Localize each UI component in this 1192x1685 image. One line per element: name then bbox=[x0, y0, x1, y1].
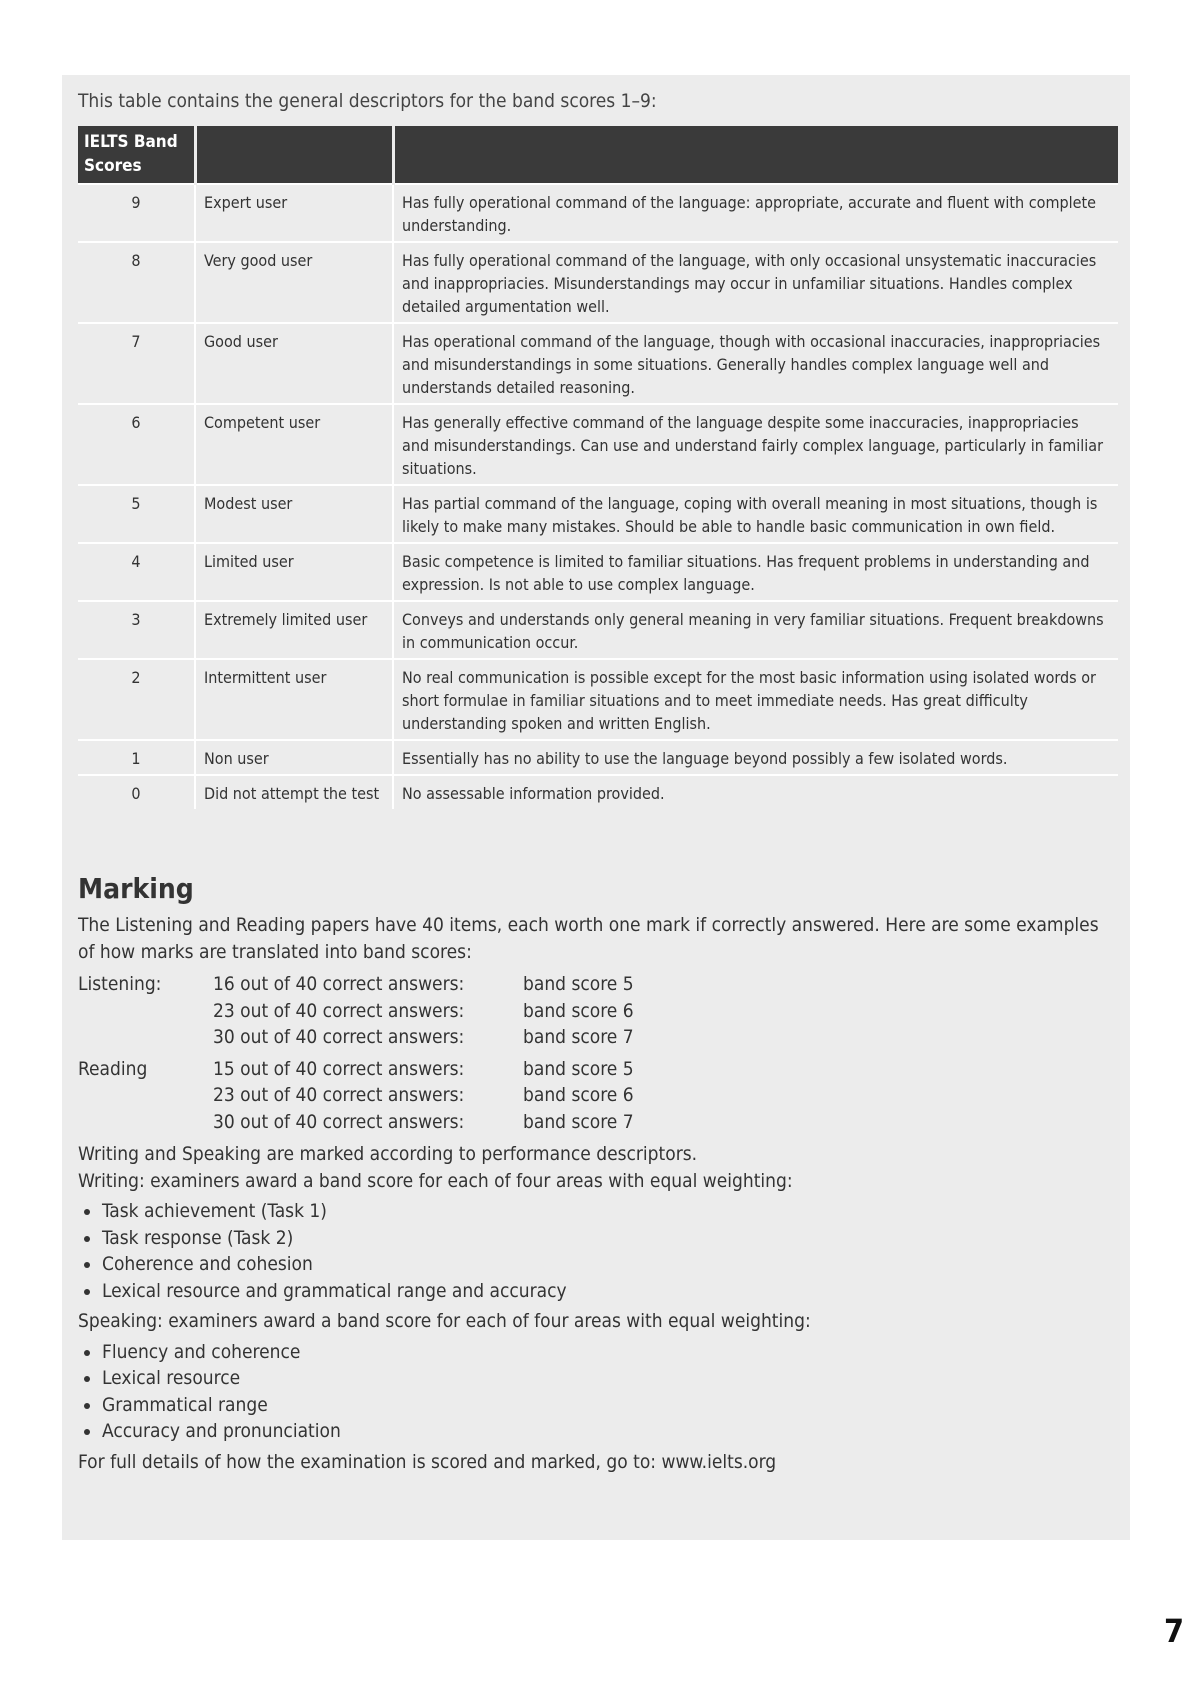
speaking-text: Speaking: examiners award a band score for each of four areas with equal weighting: bbox=[78, 1310, 811, 1332]
cell-desc: Conveys and understands only general meaning in very familiar situations. Frequent breakdowns in communication occur. bbox=[393, 601, 1118, 659]
table-row bbox=[78, 601, 1118, 659]
criteria-item: • Accuracy and pronunciation bbox=[102, 1418, 1118, 1445]
cell-band: 3 bbox=[78, 601, 195, 659]
cell-user: Expert user bbox=[195, 184, 393, 242]
cell-user: Modest user bbox=[195, 485, 393, 543]
correct-answers: 30 out of 40 correct answers: bbox=[213, 1026, 465, 1048]
cell-band: 1 bbox=[78, 740, 195, 775]
band-score: band score 6 bbox=[523, 1084, 634, 1106]
cell-user: Non user bbox=[195, 740, 393, 775]
footer-text: For full details of how the examination is scored and marked, go to: www.ielts.org bbox=[78, 1450, 777, 1473]
table-row bbox=[78, 404, 1118, 485]
table-row bbox=[78, 485, 1118, 543]
cell-user: Did not attempt the test bbox=[195, 775, 393, 809]
cell-desc: Has operational command of the language, though with occasional inaccuracies, inappropriacies and misunderstandings in some situations. Generally handles complex language well and understands detailed reasoning. bbox=[393, 323, 1118, 404]
table-row bbox=[78, 184, 1118, 242]
cell-desc: Basic competence is limited to familiar situations. Has frequent problems in understanding and expression. Is not able to use complex language. bbox=[393, 543, 1118, 601]
reading-scores bbox=[78, 1056, 1118, 1136]
cell-user: Intermittent user bbox=[195, 659, 393, 740]
cell-band: 7 bbox=[78, 323, 195, 404]
cell-band: 9 bbox=[78, 184, 195, 242]
cell-desc: No assessable information provided. bbox=[393, 775, 1118, 809]
cell-desc: Essentially has no ability to use the language beyond possibly a few isolated words. bbox=[393, 740, 1118, 775]
cell-desc: Has generally effective command of the language despite some inaccuracies, inappropriacies and misunderstandings. Can use and understand fairly complex language, particularly in familiar situations. bbox=[393, 404, 1118, 485]
speaking-criteria-list bbox=[78, 1339, 1118, 1445]
table-row bbox=[78, 242, 1118, 323]
band-descriptor-table bbox=[78, 126, 1118, 809]
cell-band: 2 bbox=[78, 659, 195, 740]
table-row bbox=[78, 543, 1118, 601]
marking-heading: Marking bbox=[78, 872, 194, 905]
score-label bbox=[78, 1082, 213, 1109]
cell-user: Competent user bbox=[195, 404, 393, 485]
band-score: band score 5 bbox=[523, 1057, 634, 1080]
cell-desc: No real communication is possible except for the most basic information using isolated words or short formulae in familiar situations and to meet immediate needs. Has great difficulty understanding spoken and written English. bbox=[393, 659, 1118, 740]
band-score: band score 5 bbox=[523, 973, 634, 995]
marking-paragraph: The Listening and Reading papers have 40 items, each worth one mark if correctly answered. Here are some examples of how marks are translated into band scores: bbox=[78, 914, 1099, 963]
correct-answers: 30 out of 40 correct answers: bbox=[213, 1110, 465, 1133]
score-label: Listening: bbox=[78, 973, 162, 995]
criteria-item: • Lexical resource and grammatical range and accuracy bbox=[102, 1278, 1118, 1305]
correct-answers: 23 out of 40 correct answers: bbox=[213, 999, 465, 1022]
score-label: Reading bbox=[78, 1057, 148, 1080]
cell-band: 8 bbox=[78, 242, 195, 323]
ws-text: Writing and Speaking are marked according to performance descriptors. bbox=[78, 1143, 698, 1165]
criteria-item: • Task response (Task 2) bbox=[102, 1225, 1118, 1252]
criteria-item: • Grammatical range bbox=[102, 1392, 1118, 1419]
listening-scores bbox=[78, 971, 1118, 1051]
table-row bbox=[78, 775, 1118, 809]
band-score: band score 6 bbox=[523, 999, 634, 1022]
criteria-item: • Task achievement (Task 1) bbox=[102, 1198, 1118, 1225]
cell-band: 5 bbox=[78, 485, 195, 543]
table-row bbox=[78, 740, 1118, 775]
intro-text: This table contains the general descriptors for the band scores 1–9: bbox=[78, 90, 657, 112]
correct-answers: 23 out of 40 correct answers: bbox=[213, 1084, 465, 1106]
cell-user: Limited user bbox=[195, 543, 393, 601]
page-number: 7 bbox=[1163, 1612, 1184, 1650]
score-label bbox=[78, 1024, 213, 1051]
criteria-item: • Lexical resource bbox=[102, 1365, 1118, 1392]
cell-desc: Has fully operational command of the language: appropriate, accurate and fluent with complete understanding. bbox=[393, 184, 1118, 242]
band-score: band score 7 bbox=[523, 1026, 634, 1048]
score-label bbox=[78, 1109, 213, 1136]
band-score: band score 7 bbox=[523, 1110, 634, 1133]
marking-section bbox=[78, 912, 1118, 1475]
header-blank-user bbox=[195, 126, 393, 184]
score-label bbox=[78, 998, 213, 1025]
writing-criteria-list bbox=[78, 1198, 1118, 1304]
cell-desc: Has fully operational command of the language, with only occasional unsystematic inaccuracies and inappropriacies. Misunderstandings may occur in unfamiliar situations. Handles complex detailed argumentation well. bbox=[393, 242, 1118, 323]
header-band-scores: IELTS Band Scores bbox=[78, 126, 195, 184]
cell-user: Good user bbox=[195, 323, 393, 404]
criteria-item: • Fluency and coherence bbox=[102, 1339, 1118, 1366]
cell-band: 6 bbox=[78, 404, 195, 485]
writing-text: Writing: examiners award a band score for each of four areas with equal weighting: bbox=[78, 1169, 793, 1192]
cell-band: 0 bbox=[78, 775, 195, 809]
cell-user: Extremely limited user bbox=[195, 601, 393, 659]
table-row bbox=[78, 323, 1118, 404]
correct-answers: 15 out of 40 correct answers: bbox=[213, 1057, 465, 1080]
table-row bbox=[78, 659, 1118, 740]
correct-answers: 16 out of 40 correct answers: bbox=[213, 973, 465, 995]
cell-desc: Has partial command of the language, coping with overall meaning in most situations, though is likely to make many mistakes. Should be able to handle basic communication in own field. bbox=[393, 485, 1118, 543]
cell-user: Very good user bbox=[195, 242, 393, 323]
header-blank-desc bbox=[393, 126, 1118, 184]
criteria-item: • Coherence and cohesion bbox=[102, 1251, 1118, 1278]
cell-band: 4 bbox=[78, 543, 195, 601]
